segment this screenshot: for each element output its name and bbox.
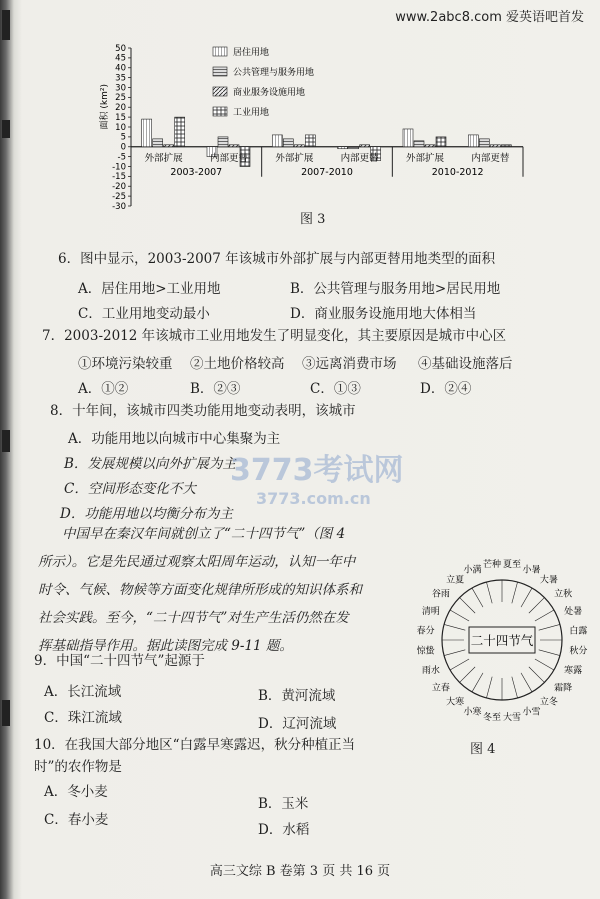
bar [229, 145, 239, 147]
wheel-spoke [512, 582, 518, 603]
wheel-spoke [444, 624, 465, 630]
bar [360, 145, 370, 147]
figure-4-caption: 图 4 [470, 742, 496, 757]
wheel-spoke [535, 610, 554, 621]
wheel-spoke [472, 588, 483, 607]
site-header: www.2abc8.com 爱英语吧首发 [395, 10, 584, 25]
period-label: 2003-2007 [170, 166, 223, 178]
solar-term-label: 芒种 [482, 560, 501, 571]
bar [501, 145, 511, 147]
solar-term-label: 夏至 [503, 560, 522, 571]
legend-swatch [213, 87, 227, 96]
legend-label: 公共管理与服务用地 [233, 68, 315, 78]
y-tick-label: 35 [115, 73, 126, 84]
wheel-spoke [444, 650, 465, 656]
q9-option-a[interactable]: A．长江流域 [44, 684, 122, 700]
solar-term-label: 立冬 [539, 697, 558, 708]
solar-term-label: 大雪 [503, 712, 522, 723]
bar [305, 135, 315, 147]
solar-term-label: 春分 [416, 626, 435, 637]
solar-terms-wheel [402, 540, 600, 750]
q9-option-b[interactable]: B．黄河流域 [258, 688, 336, 704]
y-tick-label: -5 [117, 152, 126, 163]
y-tick-label: -30 [112, 201, 126, 212]
solar-term-label: 处暑 [564, 607, 583, 618]
q6-option-d[interactable]: D．商业服务设施用地大体相当 [290, 306, 477, 322]
solar-term-label: 霜降 [554, 683, 573, 694]
q8-option-d[interactable]: D．功能用地以均衡分布为主 [60, 506, 233, 522]
q7-reason-1: ①环境污染较重 [78, 356, 173, 372]
solar-term-label: 清明 [421, 607, 440, 618]
y-tick-label: 10 [115, 122, 126, 133]
solar-term-label: 大暑 [539, 575, 558, 586]
watermark-line-2: 3773.com.cn [256, 489, 371, 508]
bar [218, 137, 228, 147]
legend-label: 居住用地 [233, 48, 270, 58]
wheel-spoke [535, 659, 554, 670]
solar-term-label: 小暑 [522, 565, 541, 576]
solar-term-label: 大寒 [446, 697, 465, 708]
bar [175, 117, 185, 147]
y-tick-label: -25 [112, 191, 126, 202]
wheel-spoke [472, 673, 483, 692]
y-tick-label: 30 [115, 83, 126, 94]
solar-term-label: 小雪 [522, 707, 541, 718]
period-label: 2010-2012 [431, 166, 484, 178]
wheel-spoke [486, 677, 492, 698]
category-label: 内部更替 [209, 152, 249, 164]
bar [479, 139, 489, 147]
wheel-spoke [460, 598, 476, 614]
wheel-center-label: 二十四节气 [470, 633, 534, 648]
y-tick-label: 5 [120, 132, 126, 143]
solar-term-label: 冬至 [482, 712, 501, 723]
y-tick-label: 50 [115, 44, 126, 54]
bar [338, 147, 348, 149]
wheel-spoke [512, 677, 518, 698]
y-tick-label: 0 [120, 142, 126, 153]
legend-label: 工业用地 [233, 108, 270, 118]
wheel-spoke [521, 588, 532, 607]
wheel-spoke [539, 624, 560, 630]
q10-option-a[interactable]: A．冬小麦 [44, 784, 108, 800]
q10-option-c[interactable]: C．春小麦 [44, 812, 109, 828]
solar-term-label: 白露 [569, 626, 588, 637]
category-label: 内部更替 [340, 152, 379, 164]
y-tick-label: 15 [115, 112, 126, 123]
q7-option-c[interactable]: C．①③ [310, 381, 361, 397]
solar-term-label: 立夏 [446, 575, 465, 586]
question-6-stem: 6．图中显示，2003-2007 年该城市外部扩展与内部更替用地类型的面积 [58, 251, 496, 267]
question-8-stem: 8．十年间，该城市四类功能用地变动表明，该城市 [50, 403, 356, 419]
wheel-spoke [450, 659, 469, 670]
q7-reason-2: ②土地价格较高 [190, 356, 285, 372]
solar-term-label: 寒露 [564, 665, 583, 676]
q7-option-a[interactable]: A．①② [78, 381, 129, 397]
solar-term-label: 小满 [463, 565, 482, 576]
wheel-spoke [521, 673, 532, 692]
watermark [230, 445, 404, 508]
passage-line-5: 挥基础指导作用。据此读图完成 9-11 题。 [38, 638, 293, 654]
legend-swatch [213, 107, 227, 116]
y-tick-label: -20 [112, 182, 126, 193]
passage-line-3: 时令、气候、物候等方面变化规律所形成的知识体系和 [38, 582, 362, 598]
q7-reason-4: ④基础设施落后 [418, 356, 513, 372]
wheel-spoke [529, 598, 545, 614]
q9-option-c[interactable]: C．珠江流域 [44, 710, 122, 726]
q8-option-c[interactable]: C．空间形态变化不大 [64, 481, 196, 497]
wheel-spoke [486, 582, 492, 603]
figure-3-caption: 图 3 [300, 212, 326, 227]
q10-option-b[interactable]: B．玉米 [258, 796, 309, 812]
passage-line-4: 社会实践。至今，“二十四节气”对生产生活仍然在发 [38, 610, 349, 626]
category-label: 外部扩展 [405, 152, 445, 164]
bar [468, 135, 478, 147]
solar-term-label: 惊蛰 [416, 646, 435, 657]
legend-swatch [213, 67, 227, 76]
y-tick-label: 45 [115, 53, 126, 64]
category-label: 外部扩展 [144, 152, 183, 164]
q8-option-a[interactable]: A．功能用地以向城市中心集聚为主 [68, 431, 281, 447]
bar [349, 147, 359, 149]
page-footer: 高三文综 B 卷第 3 页 共 16 页 [209, 864, 391, 879]
solar-term-label: 立秋 [554, 589, 573, 600]
bar [294, 145, 304, 147]
binding-mark [2, 430, 10, 452]
bar [425, 145, 435, 147]
q6-option-a[interactable]: A．居住用地>工业用地 [78, 281, 221, 297]
bar [142, 119, 152, 147]
question-10-line-2: 时”的农作物是 [34, 759, 122, 775]
bar [414, 141, 424, 147]
category-label: 内部更替 [471, 152, 510, 164]
q10-option-d[interactable]: D．水稻 [258, 822, 310, 838]
land-use-bar-chart [95, 44, 525, 222]
q7-option-d[interactable]: D．②④ [420, 381, 472, 397]
period-label: 2007-2010 [301, 166, 353, 178]
y-tick-label: -15 [112, 172, 126, 183]
legend-label: 商业服务设施用地 [233, 88, 306, 98]
binding-mark [2, 10, 10, 40]
binding-mark [2, 700, 10, 726]
bar [490, 145, 500, 147]
category-label: 外部扩展 [275, 152, 314, 164]
solar-term-label: 立春 [431, 683, 450, 694]
q7-option-b[interactable]: B．②③ [190, 381, 241, 397]
q8-option-b[interactable]: B．发展规模以向外扩展为主 [64, 456, 236, 472]
legend-swatch [213, 47, 227, 56]
solar-term-label: 雨水 [421, 665, 440, 676]
solar-term-label: 小寒 [463, 707, 482, 718]
bar [436, 137, 446, 147]
passage-line-2: 所示）。它是先民通过观察太阳周年运动，认知一年中 [38, 554, 356, 570]
y-tick-label: -10 [112, 162, 126, 173]
wheel-spoke [450, 610, 469, 621]
y-tick-label: 20 [115, 103, 126, 114]
question-10-line-1: 10．在我国大部分地区“白露早寒露迟，秋分种植正当 [34, 737, 356, 753]
binding-mark [2, 120, 10, 138]
bar [153, 139, 163, 147]
bar [403, 129, 413, 147]
q7-reason-3: ③远离消费市场 [302, 356, 397, 372]
passage [38, 520, 378, 660]
wheel-spoke [460, 667, 476, 683]
wheel-spoke [529, 667, 545, 683]
question-7-stem: 7．2003-2012 年该城市工业用地发生了明显变化，其主要原因是城市中心区 [42, 328, 507, 344]
bar [283, 139, 293, 147]
question-9-stem: 9．中国“二十四节气”起源于 [34, 653, 205, 669]
y-axis-label: 面积 (km²) [100, 84, 110, 130]
q9-option-d[interactable]: D．辽河流域 [258, 716, 337, 732]
passage-line-1: 中国早在秦汉年间就创立了“二十四节气”（图 4 [62, 526, 346, 542]
q6-option-c[interactable]: C．工业用地变动最小 [78, 306, 210, 322]
q6-option-b[interactable]: B．公共管理与服务用地>居民用地 [290, 281, 501, 297]
watermark-line-1: 3773考试网 [230, 453, 404, 488]
solar-term-label: 谷雨 [431, 589, 450, 600]
solar-term-label: 秋分 [569, 646, 588, 657]
bar [272, 135, 282, 147]
y-tick-label: 40 [115, 63, 126, 74]
bar [164, 145, 174, 147]
y-tick-label: 25 [115, 93, 126, 104]
wheel-spoke [539, 650, 560, 656]
